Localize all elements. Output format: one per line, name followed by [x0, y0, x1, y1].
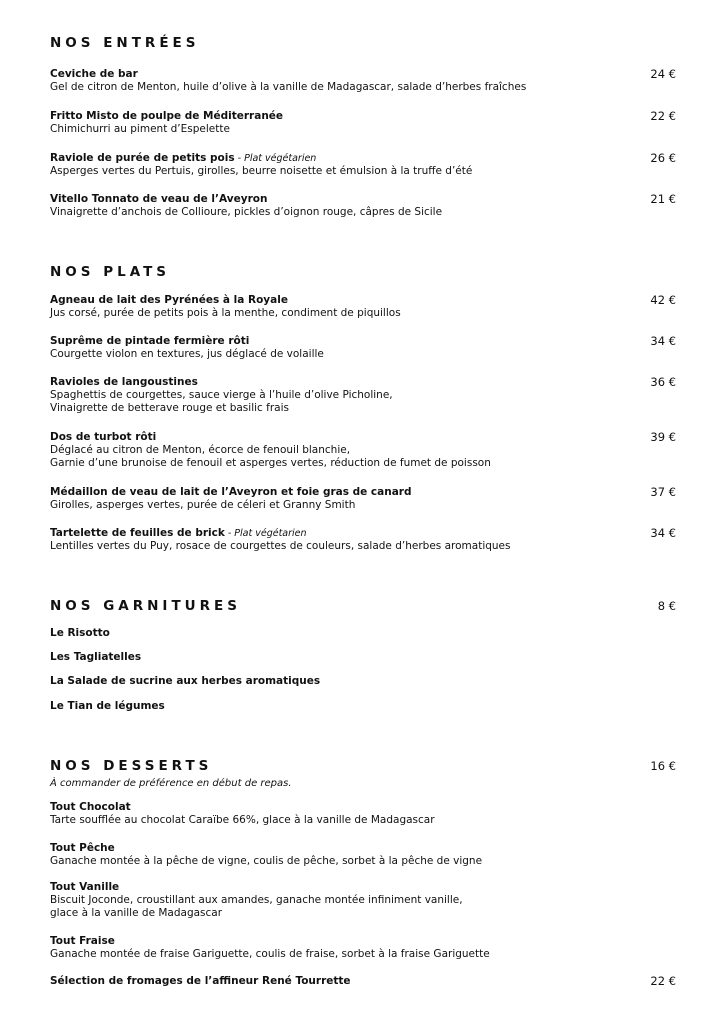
item-description: Chimichurri au piment d’Espelette — [50, 123, 230, 135]
item-description: Girolles, asperges vertes, purée de céleri et Granny Smith — [50, 499, 356, 511]
item-description: Garnie d’une brunoise de fenouil et asperges vertes, réduction de fumet de poisson — [50, 457, 491, 469]
item-description: Lentilles vertes du Puy, rosace de courgettes de couleurs, salade d’herbes aromatiques — [50, 540, 511, 552]
item-description: Ganache montée de fraise Gariguette, coulis de fraise, sorbet à la fraise Gariguette — [50, 948, 490, 960]
item-price: 36 € — [650, 375, 676, 389]
item-name: Ravioles de langoustines — [50, 376, 198, 388]
item-description: Biscuit Joconde, croustillant aux amandes, ganache montée infiniment vanille, — [50, 894, 463, 906]
item-name: Tout Chocolat — [50, 801, 131, 813]
item-name: Médaillon de veau de lait de l’Aveyron et foie gras de canard — [50, 486, 412, 498]
item-name: Dos de turbot rôti — [50, 431, 157, 443]
item-price: 24 € — [650, 67, 676, 81]
item-price: 21 € — [650, 192, 676, 206]
section-title: NOS ENTRÉES — [50, 35, 200, 51]
vegetarian-tag: - Plat végétarien — [224, 528, 307, 539]
item-name: Vitello Tonnato de veau de l’Aveyron — [50, 193, 268, 205]
item-price: 26 € — [650, 151, 676, 165]
section-title: NOS DESSERTS — [50, 758, 213, 774]
section-title: NOS PLATS — [50, 264, 171, 280]
item-description: Ganache montée à la pêche de vigne, coulis de pêche, sorbet à la pêche de vigne — [50, 855, 483, 867]
item-price: 42 € — [650, 293, 676, 307]
item-price: 34 € — [650, 334, 676, 348]
item-name: Agneau de lait des Pyrénées à la Royale — [50, 294, 288, 306]
item-description: Tarte soufflée au chocolat Caraïbe 66%, glace à la vanille de Madagascar — [50, 814, 435, 826]
item-description: glace à la vanille de Madagascar — [50, 907, 223, 919]
item-name: Tartelette de feuilles de brick - Plat végétarien — [50, 527, 307, 539]
item-price: 39 € — [650, 430, 676, 444]
item-name: Raviole de purée de petits pois - Plat végétarien — [50, 152, 317, 164]
item-price: 22 € — [650, 109, 676, 123]
item-price: 22 € — [650, 974, 676, 988]
item-description: Asperges vertes du Pertuis, girolles, beurre noisette et émulsion à la truffe d’été — [50, 165, 473, 177]
item-description: Vinaigrette de betterave rouge et basilic frais — [50, 402, 289, 414]
item-price: 37 € — [650, 485, 676, 499]
section-title: NOS GARNITURES — [50, 598, 241, 614]
item-name: Fritto Misto de poulpe de Méditerranée — [50, 110, 284, 122]
item-name: Suprême de pintade fermière rôti — [50, 335, 250, 347]
item-description: Spaghettis de courgettes, sauce vierge à l’huile d’olive Picholine, — [50, 389, 393, 401]
side-dish: Le Tian de légumes — [50, 700, 165, 712]
item-description: Courgette violon en textures, jus déglacé de volaille — [50, 348, 324, 360]
side-dish: Le Risotto — [50, 627, 110, 639]
item-name: Tout Pêche — [50, 842, 115, 854]
section-price: 16 € — [650, 759, 676, 773]
side-dish: La Salade de sucrine aux herbes aromatiques — [50, 675, 321, 687]
section-price: 8 € — [657, 599, 676, 613]
item-description: Déglacé au citron de Menton, écorce de fenouil blanchie, — [50, 444, 351, 456]
vegetarian-tag: - Plat végétarien — [234, 153, 317, 164]
item-name: Sélection de fromages de l’affineur René Tourrette — [50, 975, 351, 987]
item-description: Jus corsé, purée de petits pois à la menthe, condiment de piquillos — [50, 307, 401, 319]
item-price: 34 € — [650, 526, 676, 540]
item-name: Tout Vanille — [50, 881, 120, 893]
section-note: À commander de préférence en début de repas. — [50, 778, 292, 789]
side-dish: Les Tagliatelles — [50, 651, 142, 663]
item-name: Tout Fraise — [50, 935, 115, 947]
item-name: Ceviche de bar — [50, 68, 138, 80]
item-description: Vinaigrette d’anchois de Collioure, pickles d’oignon rouge, câpres de Sicile — [50, 206, 443, 218]
item-description: Gel de citron de Menton, huile d’olive à la vanille de Madagascar, salade d’herbes fraîches — [50, 81, 527, 93]
